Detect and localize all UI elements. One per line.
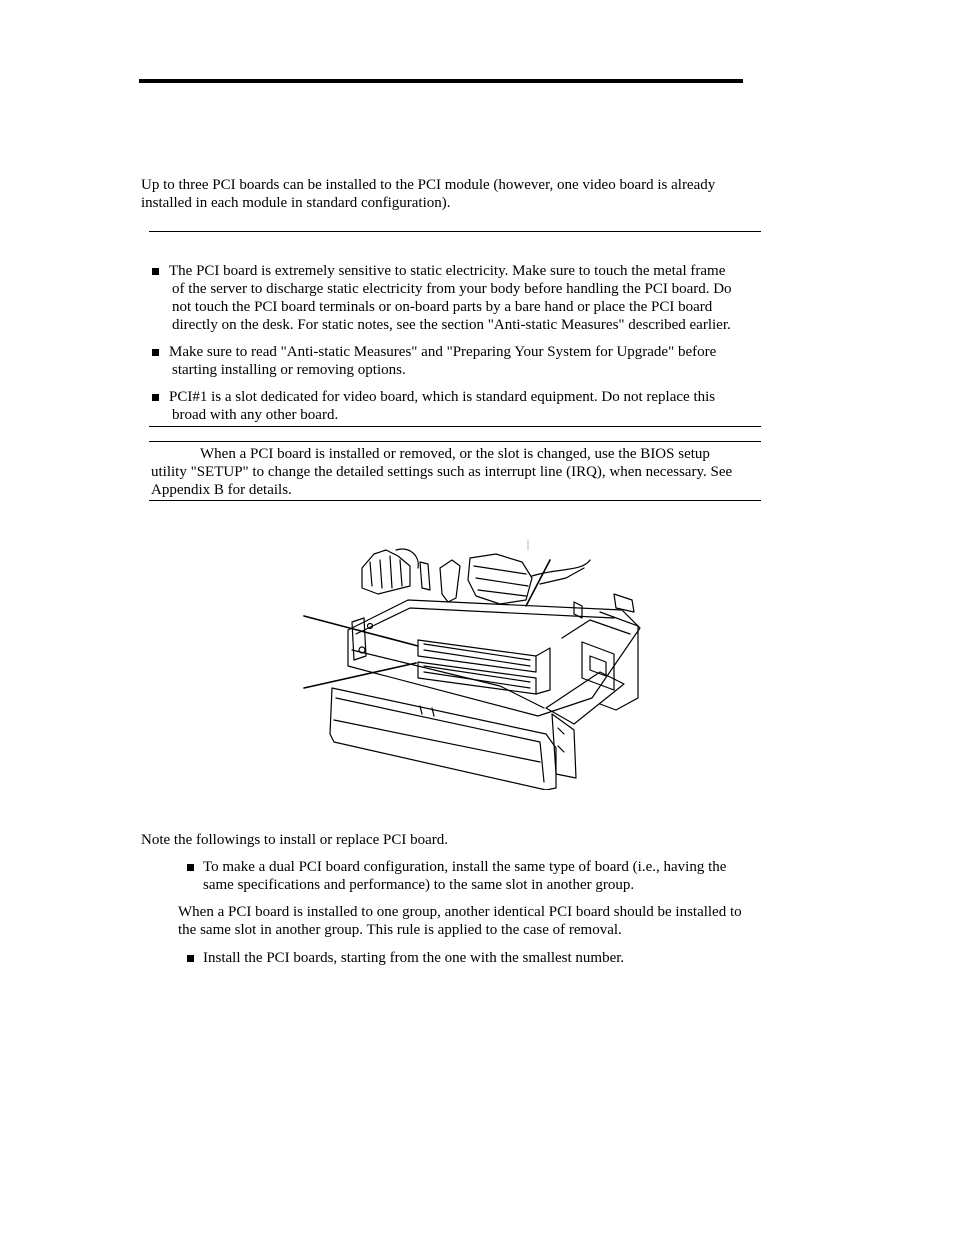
rule-item-1: To make a dual PCI board configuration, install the same type of board (i.e., having the same specifications and performance) to the same slot in another group. — [187, 858, 787, 894]
tip-note: When a PCI board is installed or removed, or the slot is changed, use the BIOS setup utility "SETUP" to change the detailed settings such as interrupt line (IRQ), when necessary. See Appendix B for details. — [151, 446, 733, 498]
pci-module-illustration — [300, 538, 645, 790]
caution-top-rule — [149, 231, 761, 232]
caution-item-2: Make sure to read "Anti-static Measures" and "Preparing Your System for Upgrade" before starting installing or removing options. — [152, 343, 752, 379]
square-bullet-icon — [152, 268, 159, 275]
rule-item-2: Install the PCI boards, starting from the one with the smallest number. — [187, 949, 787, 967]
intro-paragraph: Up to three PCI boards can be installed to the PCI module (however, one video board is already installed in each module in standard configuration). — [141, 177, 716, 211]
followings-intro: Note the followings to install or replace PCI board. — [141, 832, 449, 848]
rule-note: When a PCI board is installed to one group, another identical PCI board should be installed to the same slot in another group. This rule is applied to the case of removal. — [178, 904, 742, 938]
header-rule — [139, 79, 743, 83]
caution-bottom-rule — [149, 426, 761, 427]
tip-bottom-rule — [149, 500, 761, 501]
square-bullet-icon — [187, 955, 194, 962]
caution-item-1: The PCI board is extremely sensitive to static electricity. Make sure to touch the metal frame of the server to discharge static electricity from your body before handling the PCI board. Do not touch the PCI board terminals or on-board parts by a bare hand or place the PCI board directly on the desk. For static notes, see the section "Anti-static Measures" described earlier. — [152, 262, 752, 334]
tip-top-rule — [149, 441, 761, 442]
square-bullet-icon — [152, 394, 159, 401]
caution-item-3: PCI#1 is a slot dedicated for video board, which is standard equipment. Do not replace this broad with any other board. — [152, 388, 752, 424]
square-bullet-icon — [152, 349, 159, 356]
square-bullet-icon — [187, 864, 194, 871]
